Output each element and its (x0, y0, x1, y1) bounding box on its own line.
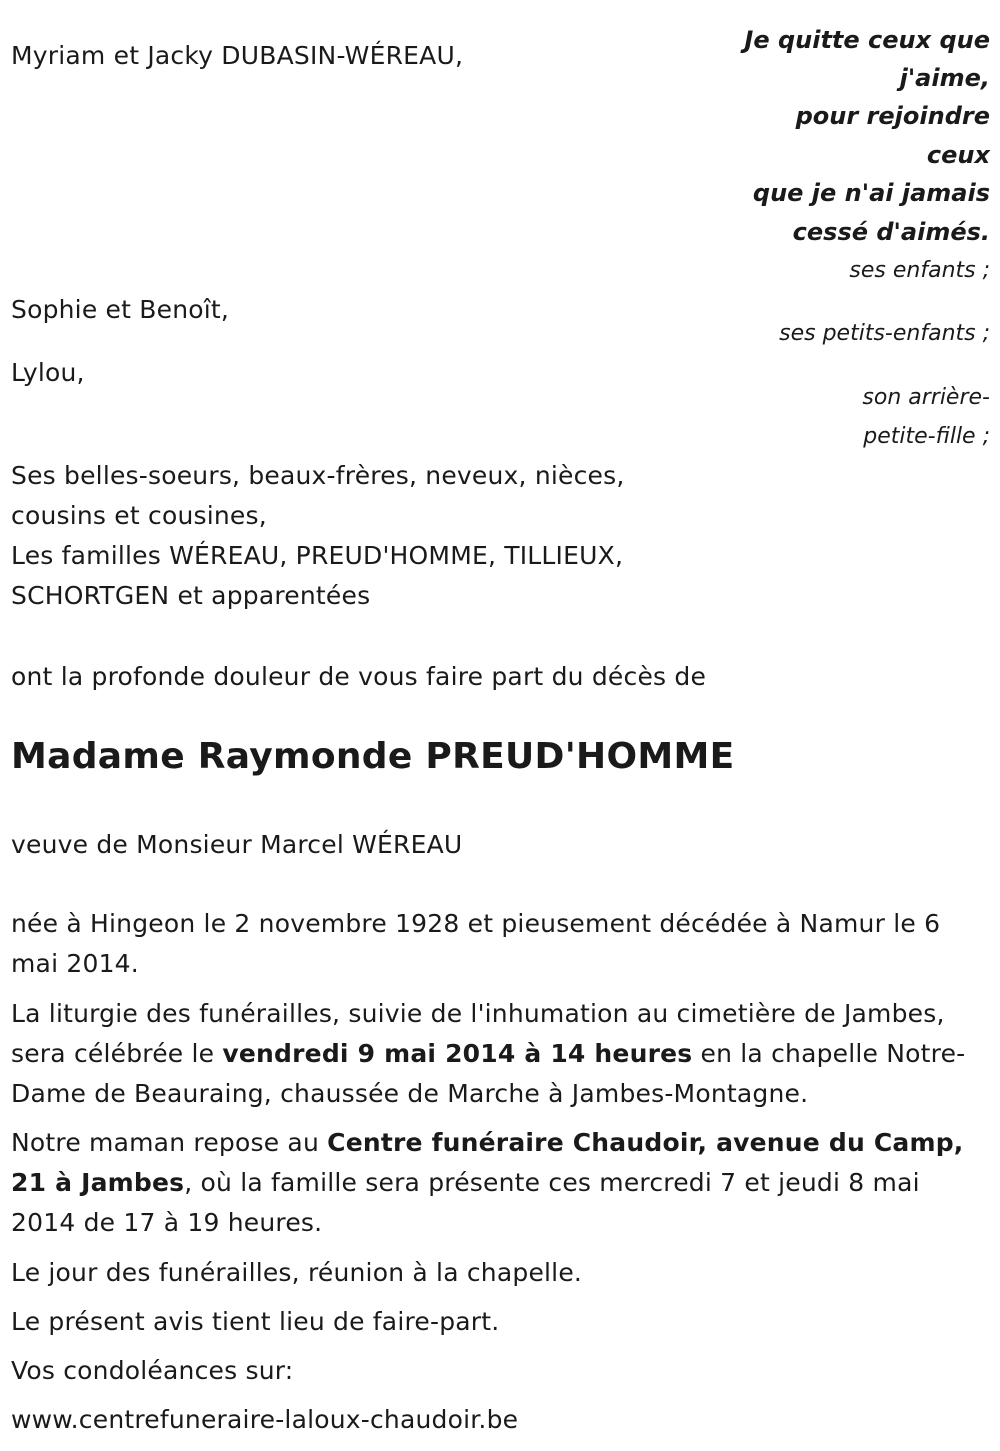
funeral-intro: La liturgie des funérailles, suivie de l'inhumation au cimetière de Jambes, sera célébrée le (11, 999, 945, 1068)
family-extended-line: Ses belles-soeurs, beaux-frères, neveux, nièces, (11, 461, 625, 490)
family-extended-line: SCHORTGEN et apparentées (11, 581, 371, 610)
quote-line: que je n'ai jamais (752, 179, 990, 207)
funeral-datetime: vendredi 9 mai 2014 à 14 heures (222, 1039, 693, 1068)
family-extended-line: Les familles WÉREAU, PREUD'HOMME, TILLIEUX, (11, 541, 624, 570)
visitation-paragraph (11, 1123, 986, 1243)
funeral-paragraph (11, 994, 986, 1114)
birth-death: née à Hingeon le 2 novembre 1928 et pieusement décédée à Namur le 6 mai 2014. (11, 909, 941, 978)
relation-grandchildren: ses petits-enfants ; (779, 321, 990, 346)
deceased-spouse: veuve de Monsieur Marcel WÉREAU (11, 830, 463, 859)
visitation-details: , où la famille sera présente ces mercredi 7 et jeudi 8 mai 2014 de 17 à 19 heures. (11, 1168, 920, 1237)
relation-great-grandchild-line: son arrière- (862, 385, 990, 410)
deceased-name: Madame Raymonde PREUD'HOMME (11, 736, 735, 777)
condolences-label: Vos condoléances sur: (11, 1356, 294, 1385)
notice: Le présent avis tient lieu de faire-part. (11, 1307, 500, 1336)
funeral-location: en la chapelle Notre-Dame de Beauraing, chaussée de Marche à Jambes-Montagne. (11, 1039, 966, 1108)
announcement: ont la profonde douleur de vous faire part du décès de (11, 662, 707, 691)
quote-line: cessé d'aimés. (792, 218, 990, 246)
meeting-info: Le jour des funérailles, réunion à la chapelle. (11, 1258, 583, 1287)
visitation-place: Centre funéraire Chaudoir, avenue du Camp, 21 à Jambes (11, 1128, 964, 1197)
quote-line: Je quitte ceux que (744, 26, 990, 54)
family-extended-line: cousins et cousines, (11, 501, 267, 530)
quote-line: pour rejoindre (795, 102, 990, 130)
quote-line: ceux (926, 141, 990, 169)
visitation-intro: Notre maman repose au (11, 1128, 328, 1157)
family-grandchildren: Sophie et Benoît, (11, 295, 230, 324)
relation-children: ses enfants ; (849, 258, 990, 283)
family-children: Myriam et Jacky DUBASIN-WÉREAU, (11, 41, 464, 70)
family-great-grandchild: Lylou, (11, 358, 85, 387)
condolences-website-link[interactable]: www.centrefuneraire-laloux-chaudoir.be (11, 1405, 519, 1434)
relation-great-grandchild-line: petite-fille ; (863, 424, 990, 449)
quote-line: j'aime, (899, 64, 990, 92)
